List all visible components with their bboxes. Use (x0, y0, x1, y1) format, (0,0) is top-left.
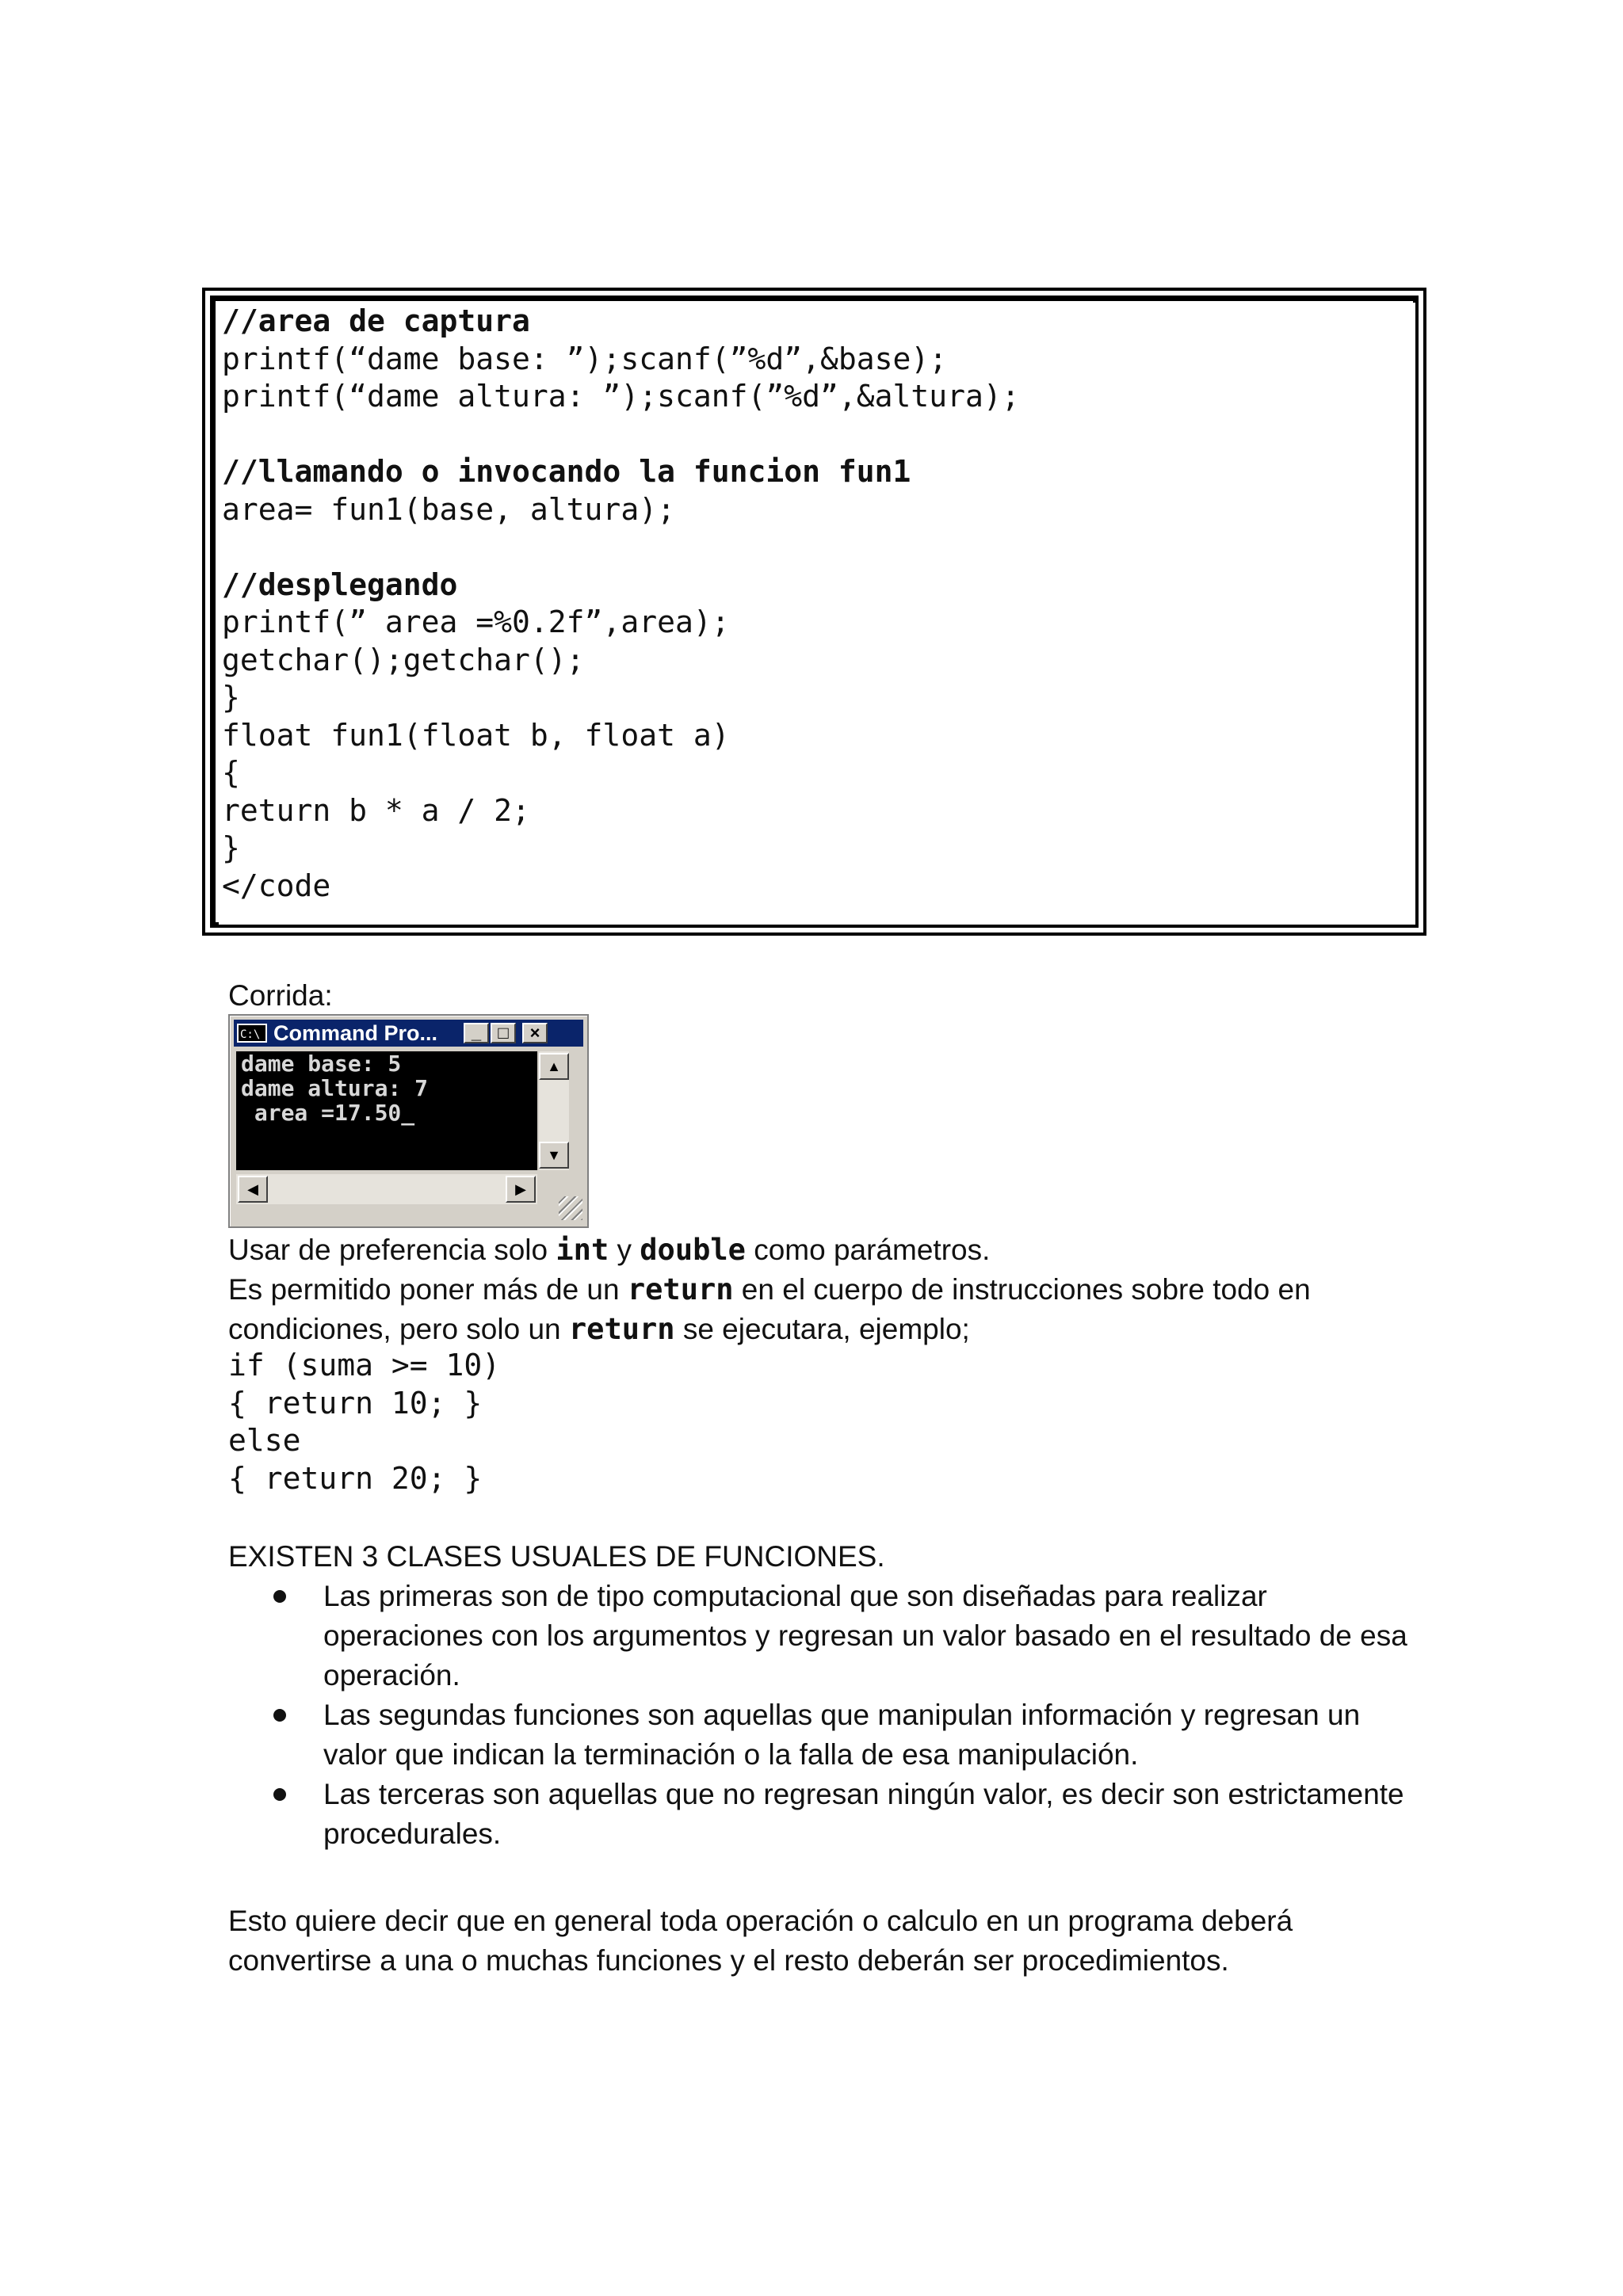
inline-code: int (556, 1233, 609, 1267)
section-heading: EXISTEN 3 CLASES USUALES DE FUNCIONES. (228, 1540, 885, 1573)
code-line: printf(“dame altura: ”);scanf(”%d”,&altura); (222, 379, 1020, 414)
corrida-label: Corrida: (228, 979, 333, 1012)
text-run: Usar de preferencia solo (228, 1234, 556, 1266)
text-run: condiciones, pero solo un (228, 1313, 569, 1345)
scroll-down-icon: ▼ (539, 1142, 569, 1169)
resize-grip-icon (559, 1196, 582, 1220)
code-line: printf(“dame base: ”);scanf(”%d”,&base); (222, 341, 948, 376)
bullet-icon (273, 1709, 286, 1722)
list-item (273, 1775, 1423, 1854)
cmd-output-line: dame base: 5 (241, 1051, 402, 1077)
paragraph-return-2 (228, 1310, 970, 1349)
code-line: //desplegando (222, 566, 458, 602)
code-line: getchar();getchar(); (222, 642, 585, 677)
code-line: return b * a / 2; (222, 792, 530, 828)
list-item-line: valor que indican la terminación o la falla de esa manipulación. (323, 1738, 1139, 1771)
code-content (219, 303, 1415, 925)
cmd-icon: C:\ (237, 1024, 267, 1043)
bullet-icon (273, 1590, 286, 1603)
inline-code: return (568, 1312, 675, 1346)
cmd-title-bar (234, 1020, 583, 1047)
inline-code: double (640, 1233, 746, 1267)
code-line (222, 528, 1415, 566)
text-run: y (609, 1234, 640, 1266)
example-code-line: { return 20; } (228, 1461, 483, 1496)
cmd-title: Command Pro... (273, 1021, 438, 1045)
list-item-line: procedurales. (323, 1817, 502, 1850)
scroll-left-icon: ◀ (238, 1176, 268, 1203)
code-line: </code (222, 868, 331, 903)
text-run: como parámetros. (745, 1234, 991, 1266)
list-item-line: operaciones con los argumentos y regresan un valor basado en el resultado de esa (323, 1619, 1407, 1652)
code-line: //area de captura (222, 303, 530, 338)
command-prompt-window (228, 1014, 589, 1228)
code-line: float fun1(float b, float a) (222, 717, 730, 753)
code-line: { (222, 755, 240, 790)
list-item-line: Las terceras son aquellas que no regresan ningún valor, es decir son estrictamente (323, 1778, 1404, 1810)
list-item-line: Las segundas funciones son aquellas que manipulan información y regresan un (323, 1699, 1361, 1731)
code-line: } (222, 680, 240, 715)
paragraph-parameters (228, 1230, 990, 1270)
example-code-line: else (228, 1423, 301, 1458)
vertical-scrollbar (539, 1051, 569, 1170)
code-line: } (222, 830, 240, 865)
paragraph-return-1 (228, 1270, 1311, 1310)
list-item-line: operación. (323, 1659, 460, 1691)
bullet-icon (273, 1788, 286, 1801)
code-block (202, 288, 1426, 936)
example-code-line: { return 10; } (228, 1386, 483, 1421)
closing-line: Esto quiere decir que en general toda operación o calculo en un programa deberá (228, 1905, 1293, 1937)
text-run: se ejecutara, ejemplo; (674, 1313, 970, 1345)
close-icon: × (522, 1023, 548, 1043)
maximize-icon: □ (491, 1023, 516, 1043)
scroll-up-icon: ▲ (539, 1053, 569, 1080)
cmd-screen (236, 1051, 537, 1170)
horizontal-scrollbar (236, 1174, 537, 1204)
minimize-icon: _ (464, 1023, 489, 1043)
text-run: en el cuerpo de instrucciones sobre todo en (733, 1273, 1311, 1306)
function-types-list (273, 1577, 1423, 1854)
code-line: printf(” area =%0.2f”,area); (222, 605, 730, 639)
list-item (273, 1577, 1423, 1695)
text-run: Es permitido poner más de un (228, 1273, 628, 1306)
cmd-output-line: dame altura: 7 (241, 1075, 429, 1101)
scroll-right-icon: ▶ (506, 1176, 536, 1203)
code-line: area= fun1(base, altura); (222, 491, 675, 527)
list-item (273, 1695, 1423, 1775)
code-line: //llamando o invocando la funcion fun1 (222, 454, 911, 489)
inline-code: return (627, 1272, 734, 1306)
closing-line: convertirse a una o muchas funciones y el resto deberán ser procedimientos. (228, 1944, 1229, 1977)
list-item-line: Las primeras son de tipo computacional que son diseñadas para realizar (323, 1580, 1267, 1612)
example-code-line: if (suma >= 10) (228, 1348, 501, 1383)
code-line (222, 416, 1415, 454)
cmd-output-line: area =17.50_ (241, 1100, 415, 1126)
